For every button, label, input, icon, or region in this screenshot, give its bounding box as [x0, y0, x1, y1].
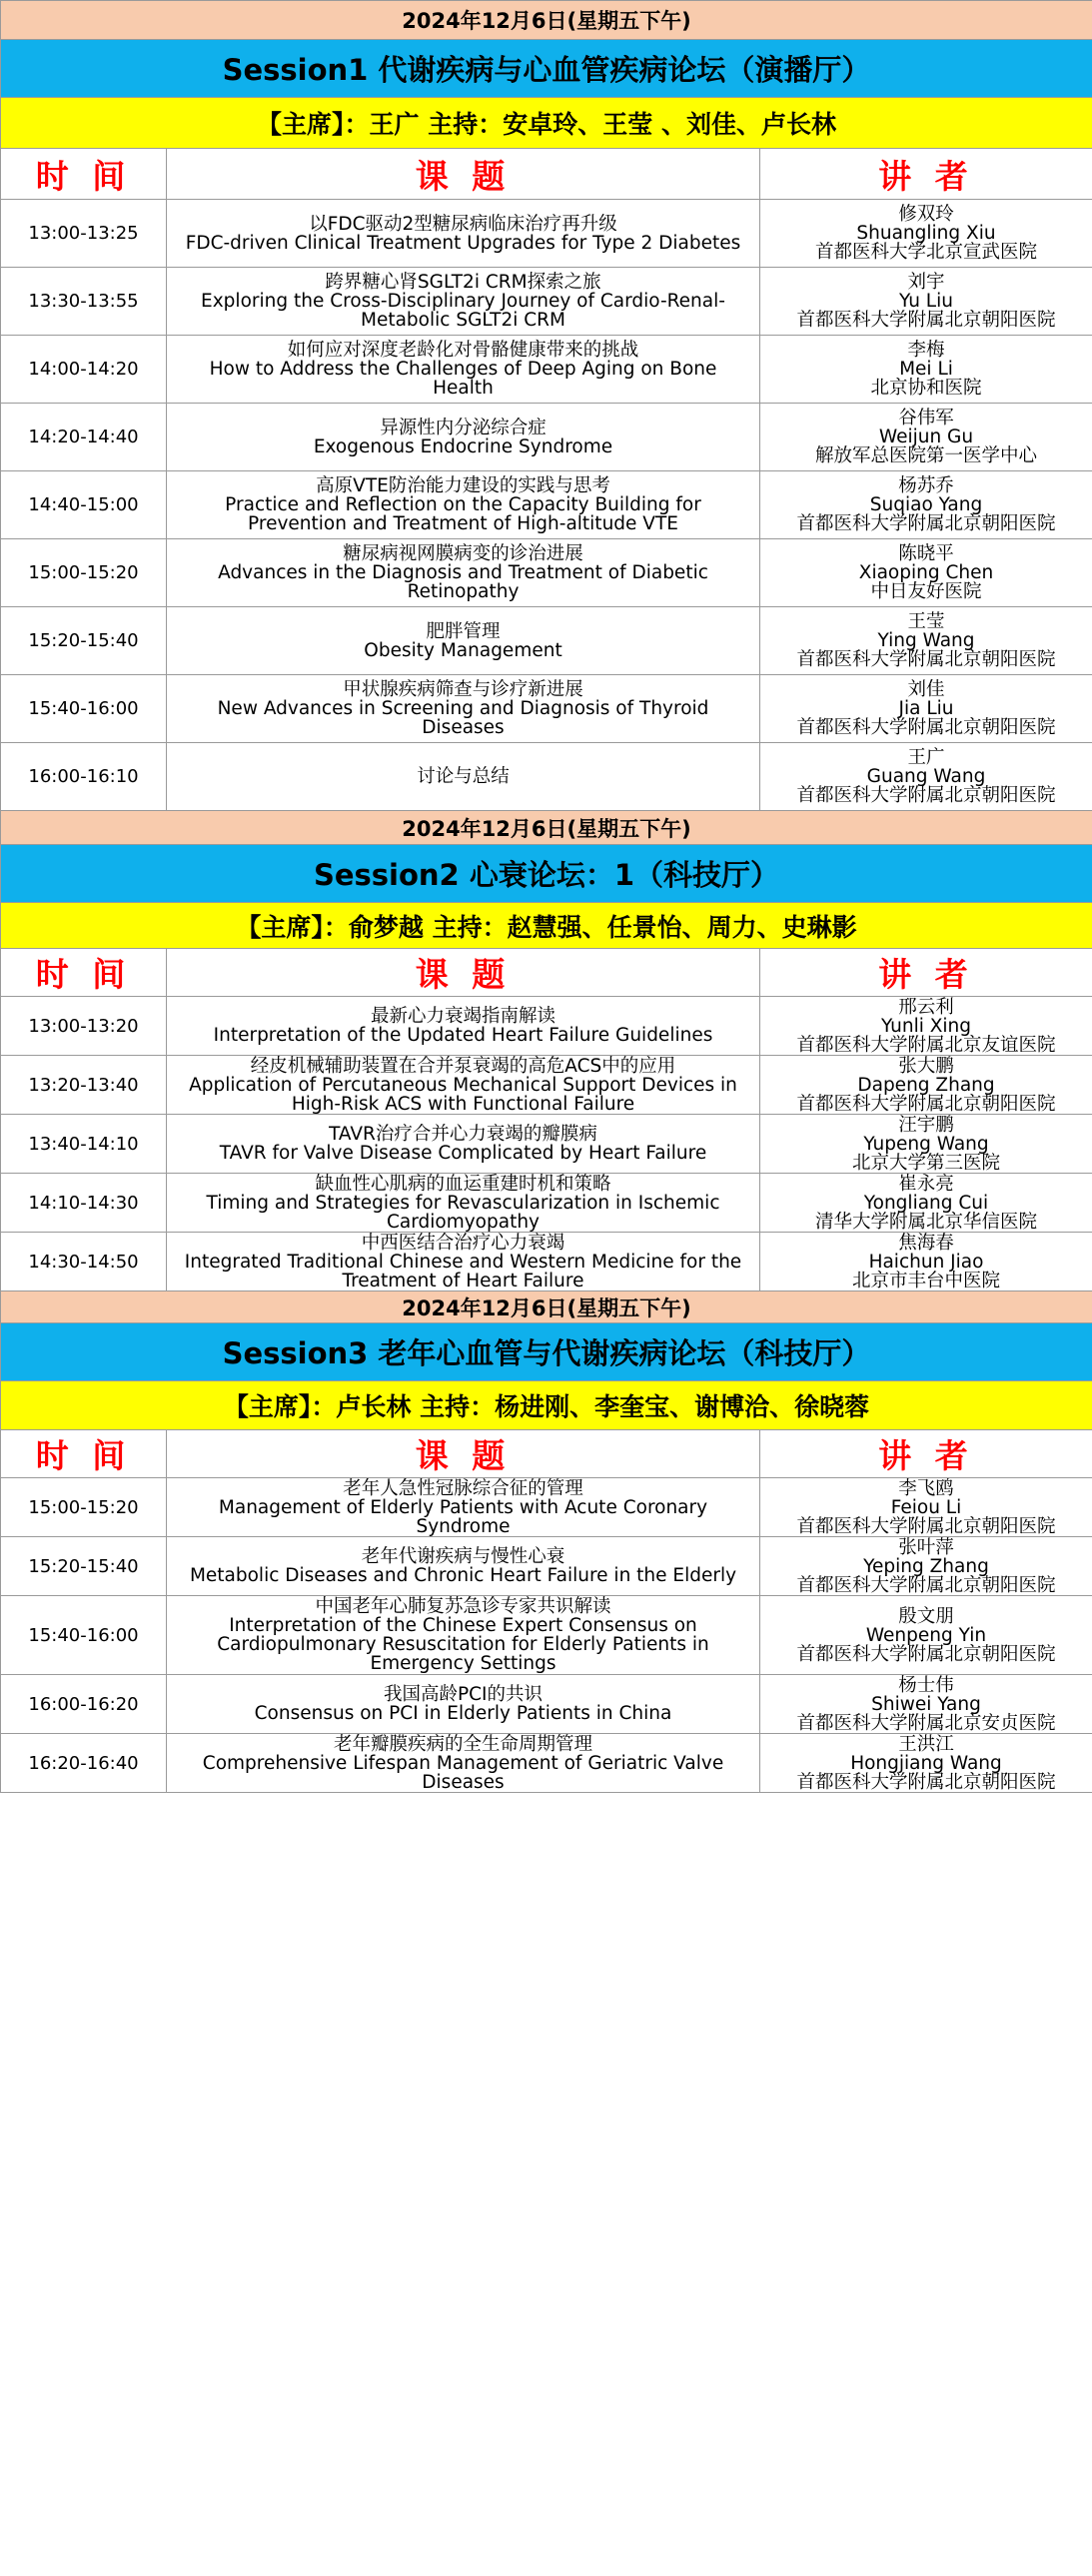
speaker-name-zh: 李梅 [907, 340, 945, 361]
speaker-affiliation: 首都医科大学北京宣武医院 [814, 242, 1037, 263]
topic-line: Advances in the Diagnosis and Treatment of Diabetic [218, 562, 708, 583]
speaker-name-zh: 崔永亮 [898, 1173, 954, 1195]
speaker-name-en: Yu Liu [899, 291, 953, 312]
agenda-time: 13:00-13:20 [1, 997, 167, 1056]
speaker-affiliation: 北京市丰台中医院 [851, 1270, 1000, 1291]
agenda-topic [167, 1596, 760, 1675]
topic-line: Consensus on PCI in Elderly Patients in China [254, 1703, 672, 1724]
speaker-name-zh: 刘佳 [907, 679, 945, 700]
speaker-name-zh: 李飞鸥 [898, 1477, 954, 1499]
agenda-topic [167, 1056, 760, 1115]
speaker-affiliation: 首都医科大学附属北京朝阳医院 [796, 1515, 1056, 1537]
speaker-name-en: Hongjiang Wang [850, 1752, 1002, 1774]
agenda-topic [167, 1233, 760, 1291]
topic-line: 甲状腺疾病筛查与诊疗新进展 [343, 679, 583, 700]
agenda-speaker [760, 200, 1092, 268]
agenda-time: 13:30-13:55 [1, 268, 167, 336]
agenda-row [1, 743, 1092, 811]
agenda-topic [167, 539, 760, 607]
session-date-row [1, 1, 1092, 40]
speaker-affiliation: 北京协和医院 [870, 378, 982, 399]
agenda-topic [167, 1115, 760, 1174]
speaker-affiliation: 首都医科大学附属北京朝阳医院 [796, 1574, 1056, 1596]
session-chairs-row [1, 1381, 1092, 1430]
speaker-name-en: Dapeng Zhang [857, 1074, 995, 1096]
speaker-name-en: Feiou Li [890, 1496, 962, 1518]
speaker-name-zh: 刘宇 [907, 272, 945, 293]
topic-line: 老年瓣膜疾病的全生命周期管理 [333, 1733, 592, 1755]
column-header-speaker: 讲 者 [760, 949, 1092, 997]
column-header-topic: 课 题 [167, 949, 760, 997]
speaker-name-en: Yupeng Wang [863, 1133, 989, 1155]
speaker-name-zh: 杨士伟 [898, 1674, 954, 1696]
topic-line: Integrated Traditional Chinese and Western Medicine for the [184, 1251, 742, 1273]
agenda-time: 13:00-13:25 [1, 200, 167, 268]
agenda-topic [167, 675, 760, 743]
speaker-name-en: Xiaoping Chen [858, 562, 994, 583]
topic-line: 老年人急性冠脉综合征的管理 [343, 1477, 583, 1499]
speaker-name-en: Guang Wang [866, 766, 986, 787]
speaker-name-zh: 王洪江 [898, 1733, 954, 1755]
topic-line: 中西医结合治疗心力衰竭 [361, 1232, 565, 1254]
topic-line: Diseases [422, 717, 505, 738]
agenda-speaker [760, 404, 1092, 471]
topic-line: Syndrome [416, 1515, 511, 1537]
agenda-topic [167, 404, 760, 471]
topic-line: Diseases [422, 1771, 505, 1793]
speaker-name-zh: 张叶萍 [898, 1536, 954, 1558]
topic-line: TAVR for Valve Disease Complicated by Heart Failure [219, 1143, 707, 1164]
agenda-speaker [760, 1596, 1092, 1675]
topic-line: 最新心力衰竭指南解读 [370, 1006, 555, 1027]
speaker-name-en: Shiwei Yang [871, 1693, 981, 1715]
session-chairs: 【主席】：卢长林 主持：杨进刚、李奎宝、谢博洽、徐晓蓉 [1, 1381, 1092, 1430]
agenda-row [1, 268, 1092, 336]
topic-line: 经皮机械辅助装置在合并泵衰竭的高危ACS中的应用 [250, 1055, 676, 1077]
agenda-time: 13:40-14:10 [1, 1115, 167, 1174]
agenda-speaker [760, 336, 1092, 404]
speaker-affiliation: 解放军总医院第一医学中心 [814, 445, 1037, 466]
session-date-row [1, 1291, 1092, 1323]
speaker-affiliation: 首都医科大学附属北京朝阳医院 [796, 717, 1056, 738]
topic-line: 中国老年心肺复苏急诊专家共识解读 [315, 1596, 611, 1617]
agenda-time: 14:40-15:00 [1, 471, 167, 539]
speaker-affiliation: 中日友好医院 [870, 581, 982, 602]
agenda-topic [167, 200, 760, 268]
topic-line: FDC-driven Clinical Treatment Upgrades for Type 2 Diabetes [185, 232, 741, 254]
topic-line: 我国高龄PCI的共识 [383, 1684, 544, 1705]
agenda-time: 13:20-13:40 [1, 1056, 167, 1115]
agenda-row [1, 1115, 1092, 1174]
speaker-affiliation: 首都医科大学附属北京朝阳医院 [796, 785, 1056, 806]
column-header-row [1, 1430, 1092, 1478]
agenda-topic [167, 1174, 760, 1233]
speaker-name-zh: 焦海春 [898, 1232, 954, 1254]
topic-line: 如何应对深度老龄化对骨骼健康带来的挑战 [287, 340, 639, 361]
agenda-row [1, 997, 1092, 1056]
session-title: Session3 老年心血管与代谢疾病论坛（科技厅） [1, 1323, 1092, 1381]
agenda-topic [167, 471, 760, 539]
agenda-topic [167, 743, 760, 811]
agenda-topic [167, 336, 760, 404]
agenda-speaker [760, 997, 1092, 1056]
agenda-time: 15:00-15:20 [1, 539, 167, 607]
speaker-name-zh: 张大鹏 [898, 1055, 954, 1077]
agenda-topic [167, 1537, 760, 1596]
column-header-speaker: 讲 者 [760, 149, 1092, 200]
topic-line: New Advances in Screening and Diagnosis of Thyroid [217, 698, 709, 719]
agenda-speaker [760, 1537, 1092, 1596]
topic-line: Exploring the Cross-Disciplinary Journey of Cardio-Renal- [201, 291, 725, 312]
agenda-speaker [760, 1675, 1092, 1734]
topic-line: 跨界糖心肾SGLT2i CRM探索之旅 [325, 272, 601, 293]
speaker-affiliation: 首都医科大学附属北京朝阳医院 [796, 1093, 1056, 1115]
speaker-name-zh: 修双玲 [898, 204, 954, 225]
agenda-row [1, 404, 1092, 471]
agenda-speaker [760, 1115, 1092, 1174]
topic-line: Prevention and Treatment of High-altitude VTE [248, 513, 678, 534]
agenda-time: 15:00-15:20 [1, 1478, 167, 1537]
agenda-time: 14:00-14:20 [1, 336, 167, 404]
topic-line: High-Risk ACS with Functional Failure [291, 1093, 635, 1115]
column-header-row [1, 149, 1092, 200]
agenda-row [1, 1174, 1092, 1233]
topic-line: Metabolic Diseases and Chronic Heart Failure in the Elderly [189, 1565, 737, 1586]
speaker-affiliation: 首都医科大学附属北京安贞医院 [796, 1712, 1056, 1734]
agenda-row [1, 471, 1092, 539]
speaker-affiliation: 首都医科大学附属北京朝阳医院 [796, 1771, 1056, 1793]
agenda-time: 15:40-16:00 [1, 675, 167, 743]
topic-line: Interpretation of the Updated Heart Failure Guidelines [213, 1025, 713, 1046]
session-title-row [1, 40, 1092, 98]
agenda-time: 15:40-16:00 [1, 1596, 167, 1675]
speaker-name-en: Wenpeng Yin [865, 1624, 987, 1646]
speaker-name-en: Shuangling Xiu [856, 223, 996, 244]
topic-line: Emergency Settings [370, 1653, 556, 1674]
agenda-speaker [760, 268, 1092, 336]
topic-line: Cardiopulmonary Resuscitation for Elderly Patients in [217, 1634, 709, 1655]
agenda-speaker [760, 675, 1092, 743]
agenda-speaker [760, 1056, 1092, 1115]
topic-line: Health [433, 378, 494, 399]
topic-line: Timing and Strategies for Revascularization in Ischemic [206, 1192, 720, 1214]
speaker-name-en: Mei Li [899, 359, 953, 380]
agenda-row [1, 1056, 1092, 1115]
topic-line: 异源性内分泌综合症 [380, 417, 546, 438]
agenda-time: 16:00-16:20 [1, 1675, 167, 1734]
agenda-row [1, 1596, 1092, 1675]
agenda-speaker [760, 1734, 1092, 1793]
speaker-name-zh: 陈晓平 [898, 543, 954, 564]
agenda-row [1, 1675, 1092, 1734]
agenda-row [1, 1537, 1092, 1596]
topic-line: 讨论与总结 [417, 766, 510, 787]
session-title-row [1, 845, 1092, 903]
speaker-name-en: Yeping Zhang [863, 1555, 989, 1577]
agenda-speaker [760, 743, 1092, 811]
agenda-speaker [760, 1174, 1092, 1233]
agenda-topic [167, 997, 760, 1056]
session-chairs: 【主席】：王广 主持：安卓玲、王莹 、刘佳、卢长林 [1, 98, 1092, 149]
agenda-row [1, 607, 1092, 675]
topic-line: Exogenous Endocrine Syndrome [313, 435, 613, 457]
topic-line: Practice and Reflection on the Capacity Building for [225, 494, 701, 515]
agenda-time: 14:10-14:30 [1, 1174, 167, 1233]
topic-line: 老年代谢疾病与慢性心衰 [361, 1546, 565, 1567]
agenda-time: 14:20-14:40 [1, 404, 167, 471]
agenda-row [1, 336, 1092, 404]
speaker-name-en: Haichun Jiao [868, 1251, 984, 1273]
agenda-speaker [760, 471, 1092, 539]
topic-line: Retinopathy [407, 581, 520, 602]
speaker-name-zh: 王广 [907, 747, 945, 768]
agenda-topic [167, 1478, 760, 1537]
column-header-row [1, 949, 1092, 997]
agenda-row [1, 1233, 1092, 1291]
speaker-affiliation: 清华大学附属北京华信医院 [814, 1211, 1037, 1233]
session-date: 2024年12月6日(星期五下午) [1, 1, 1092, 40]
agenda-topic [167, 1675, 760, 1734]
speaker-affiliation: 首都医科大学附属北京朝阳医院 [796, 1643, 1056, 1665]
session-date: 2024年12月6日(星期五下午) [1, 1291, 1092, 1323]
topic-line: 以FDC驱动2型糖尿病临床治疗再升级 [309, 213, 617, 235]
agenda-topic [167, 268, 760, 336]
topic-line: Treatment of Heart Failure [342, 1270, 584, 1291]
topic-line: 缺血性心肌病的血运重建时机和策略 [315, 1173, 611, 1195]
topic-line: 肥胖管理 [426, 620, 501, 642]
topic-line: TAVR治疗合并心力衰竭的瓣膜病 [329, 1124, 597, 1145]
agenda-topic [167, 1734, 760, 1793]
agenda-row [1, 539, 1092, 607]
speaker-name-en: Jia Liu [898, 698, 954, 719]
agenda-time: 16:00-16:10 [1, 743, 167, 811]
agenda-speaker [760, 1233, 1092, 1291]
column-header-time: 时 间 [1, 1430, 167, 1478]
agenda-time: 15:20-15:40 [1, 607, 167, 675]
topic-line: Cardiomyopathy [386, 1211, 541, 1233]
speaker-name-en: Yunli Xing [880, 1015, 972, 1037]
topic-line: Interpretation of the Chinese Expert Consensus on [229, 1615, 697, 1636]
agenda-time: 15:20-15:40 [1, 1537, 167, 1596]
agenda-row [1, 1478, 1092, 1537]
speaker-affiliation: 首都医科大学附属北京朝阳医院 [796, 310, 1056, 331]
column-header-time: 时 间 [1, 149, 167, 200]
agenda-row [1, 1734, 1092, 1793]
agenda-time: 16:20-16:40 [1, 1734, 167, 1793]
speaker-name-zh: 邢云利 [898, 996, 954, 1018]
speaker-name-en: Ying Wang [877, 630, 975, 651]
speaker-name-zh: 谷伟军 [898, 408, 954, 429]
topic-line: Metabolic SGLT2i CRM [361, 310, 565, 331]
speaker-name-en: Weijun Gu [878, 427, 974, 447]
column-header-speaker: 讲 者 [760, 1430, 1092, 1478]
topic-line: 糖尿病视网膜病变的诊治进展 [343, 543, 583, 564]
agenda-time: 14:30-14:50 [1, 1233, 167, 1291]
topic-line: Application of Percutaneous Mechanical Support Devices in [189, 1074, 737, 1096]
speaker-name-zh: 汪宇鹏 [898, 1114, 954, 1136]
column-header-topic: 课 题 [167, 149, 760, 200]
session-chairs-row [1, 903, 1092, 949]
speaker-name-zh: 殷文朋 [898, 1605, 954, 1627]
topic-line: Obesity Management [364, 639, 562, 661]
session-title: Session2 心衰论坛：1（科技厅） [1, 845, 1092, 903]
session-chairs-row [1, 98, 1092, 149]
session-chairs: 【主席】：俞梦越 主持：赵慧强、任景怡、周力、史琳影 [1, 903, 1092, 949]
speaker-name-en: Suqiao Yang [869, 494, 983, 515]
topic-line: Comprehensive Lifespan Management of Geriatric Valve [202, 1752, 724, 1774]
column-header-time: 时 间 [1, 949, 167, 997]
topic-line: Management of Elderly Patients with Acute Coronary [218, 1496, 708, 1518]
agenda-row [1, 675, 1092, 743]
speaker-affiliation: 首都医科大学附属北京朝阳医院 [796, 649, 1056, 670]
agenda-row [1, 200, 1092, 268]
agenda-speaker [760, 1478, 1092, 1537]
topic-line: How to Address the Challenges of Deep Aging on Bone [209, 359, 717, 380]
speaker-name-en: Yongliang Cui [863, 1192, 989, 1214]
speaker-name-zh: 王莹 [907, 611, 945, 632]
column-header-topic: 课 题 [167, 1430, 760, 1478]
speaker-name-zh: 杨苏乔 [898, 475, 954, 496]
topic-line: 高原VTE防治能力建设的实践与思考 [316, 475, 610, 496]
agenda-speaker [760, 539, 1092, 607]
speaker-affiliation: 首都医科大学附属北京朝阳医院 [796, 513, 1056, 534]
agenda-speaker [760, 607, 1092, 675]
agenda-topic [167, 607, 760, 675]
session-date-row [1, 811, 1092, 845]
session-date: 2024年12月6日(星期五下午) [1, 811, 1092, 845]
session-title: Session1 代谢疾病与心血管疾病论坛（演播厅） [1, 40, 1092, 98]
speaker-affiliation: 北京大学第三医院 [851, 1152, 1000, 1174]
session-title-row [1, 1323, 1092, 1381]
speaker-affiliation: 首都医科大学附属北京友谊医院 [796, 1034, 1056, 1056]
